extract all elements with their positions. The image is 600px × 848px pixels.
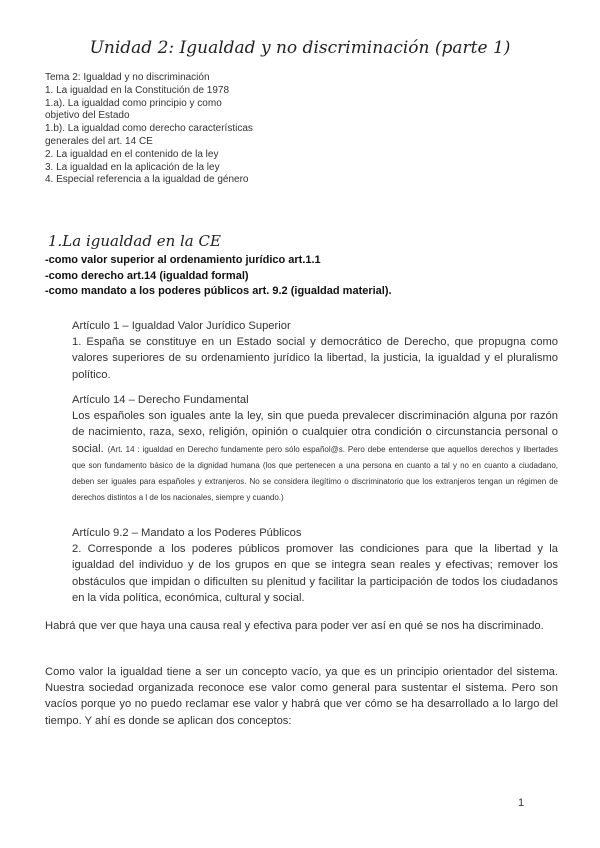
key-point: -como mandato a los poderes públicos art. 9.2 (igualdad material).	[45, 285, 392, 297]
paragraph	[45, 618, 558, 634]
article-9-2-text: 2. Corresponde a los poderes públicos promover las condiciones para que la libertad y la igualdad del individuo y de los grupos en que se integra sean reales y efectivas; remover los obstáculos que impidan o dificulten su plenitud y facilitar la participación de todos los ciudadanos en la vida política, económica, cultural y social.	[72, 543, 558, 604]
page-number: 1	[518, 797, 525, 809]
article-14-block	[72, 392, 558, 505]
article-14-note: (Art. 14 : igualdad en Derecho fundamente pero sólo español@s. Pero debe entenderse que aquellos derechos y libertades que son fundamento básico de la dignidad humana (los que pertenecen a una persona en cuanto a tal y no en cuanto a ciudadano, deben ser iguales para españoles y extranjeros. No se considera ilegítimo o discriminatorio que los extranjeros tengan un régimen de derechos distintos a l de los nacionales, siempre y cuando.)	[72, 444, 559, 503]
article-14-text: Los españoles son iguales ante la ley, sin que pueda prevalecer discriminación alguna por razón de nacimiento, raza, sexo, religión, opinión o cualquier otra condición o circunstancia personal o social.	[72, 410, 558, 455]
toc-item: 2. La igualdad en el contenido de la ley	[45, 148, 219, 160]
paragraph	[45, 664, 558, 729]
section-heading: 1.La igualdad en la CE	[48, 232, 221, 250]
table-of-contents	[45, 72, 255, 187]
paragraph-text: Habrá que ver que haya una causa real y efectiva para poder ver así en qué se nos ha discriminado.	[45, 620, 544, 632]
key-point: -como valor superior al ordenamiento jurídico art.1.1	[45, 254, 321, 266]
toc-item: Tema 2: Igualdad y no discriminación	[45, 72, 210, 83]
article-9-2-title: Artículo 9.2 – Mandato a los Poderes Públicos	[72, 527, 302, 539]
toc-item: 1.a). La igualdad como principio y como objetivo del Estado	[45, 97, 222, 122]
toc-item: 4. Especial referencia a la igualdad de género	[45, 174, 249, 186]
article-1-block	[72, 318, 558, 383]
paragraph-text: Como valor la igualdad tiene a ser un concepto vacío, ya que es un principio orientador del sistema. Nuestra sociedad organizada reconoce ese valor como general para sustentar el sistema. Pero son vacíos porque yo no puedo reclamar ese valor y habrá que ver cómo se ha desarrollado a lo largo del tiempo. Y ahí es donde se aplican dos conceptos:	[45, 666, 558, 727]
toc-item: 3. La igualdad en la aplicación de la ley	[45, 161, 220, 173]
article-1-text: 1. España se constituye en un Estado social y democrático de Derecho, que propugna como valores superiores de su ordenamiento jurídico la libertad, la justicia, la igualdad y el pluralismo político.	[72, 336, 558, 381]
toc-item: 1. La igualdad en la Constitución de 1978	[45, 84, 230, 96]
key-points	[45, 253, 392, 300]
article-1-title: Artículo 1 – Igualdad Valor Jurídico Superior	[72, 320, 291, 332]
key-point: -como derecho art.14 (igualdad formal)	[45, 269, 249, 282]
article-14-title: Artículo 14 – Derecho Fundamental	[72, 394, 249, 406]
toc-item: 1.b). La igualdad como derecho características generales del art. 14 CE	[45, 123, 253, 147]
article-9-2-block	[72, 525, 558, 606]
page-title: Unidad 2: Igualdad y no discriminación (parte 1)	[89, 38, 511, 58]
